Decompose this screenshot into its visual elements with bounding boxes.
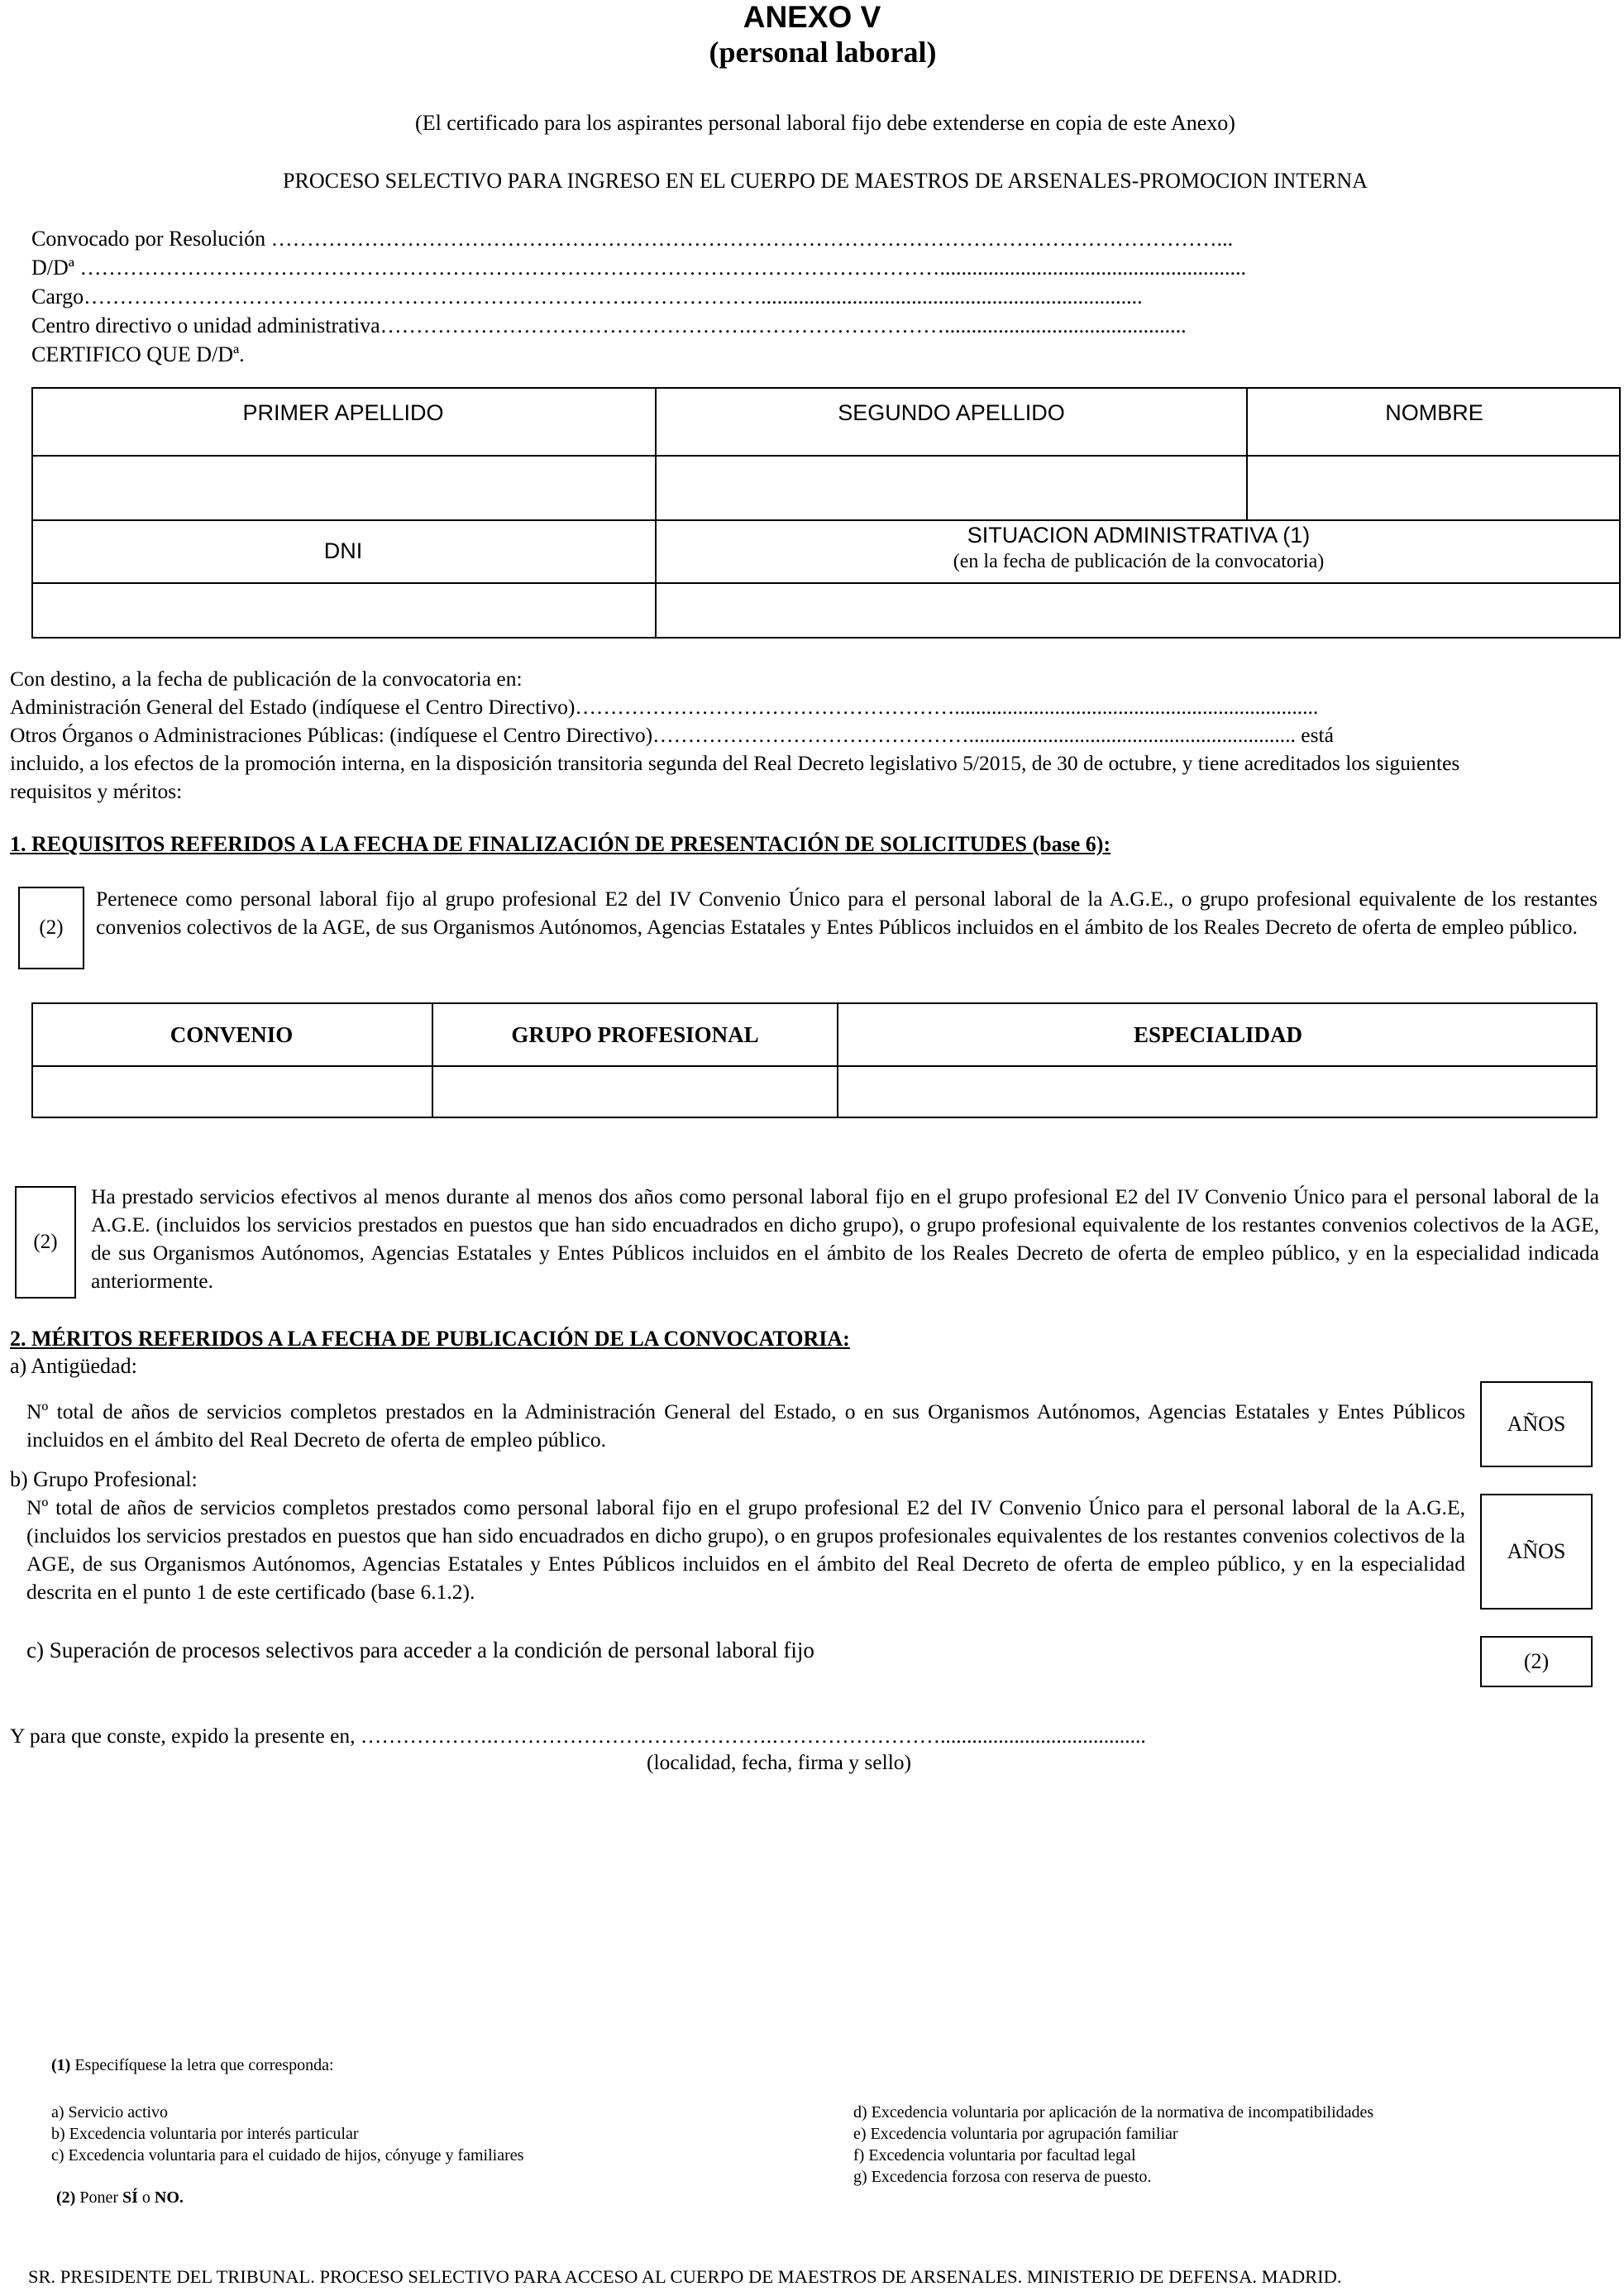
header-grupo-profesional: GRUPO PROFESIONAL [511, 1022, 759, 1047]
field-convocado[interactable]: Convocado por Resolución ……………………………………………………………………………………………………………………... [31, 227, 1234, 251]
checkbox-req2[interactable]: (2) [15, 1186, 76, 1299]
destino-line-5: requisitos y méritos: [10, 779, 183, 803]
merit-b-text: Nº total de años de servicios completos prestados como personal laboral fijo en el grupo profesional E2 del IV Convenio Único para el personal laboral de la A.G.E, (incluidos los servicios prestados en puestos que han sido encuadrados en dicho grupo), o en grupos profesionales equivalentes de los restantes convenios colectivos de la AGE, de sus Organismos Autónomos, Agencias Estatales y Entes Públicos incluidos en el ámbito del Real Decreto de oferta de empleo público, y en la especialidad descrita en el punto 1 de este certificado (base 6.1.2). [26, 1495, 1465, 1604]
merit-a-label: a) Antigüedad: [10, 1354, 137, 1378]
input-segundo-apellido[interactable] [657, 457, 1246, 519]
footnote-2-si: SÍ [122, 2188, 138, 2207]
destino-age[interactable]: Administración General del Estado (indíquese el Centro Directivo)………………………………………………..................................................................... [10, 695, 1319, 719]
bottom-addressee: SR. PRESIDENTE DEL TRIBUNAL. PROCESO SELECTIVO PARA ACCESO AL CUERPO DE MAESTROS DE ARSENALES. MINISTERIO DE DEFENSA. MADRID. [28, 2266, 1342, 2287]
header-segundo-apellido: SEGUNDO APELLIDO [838, 400, 1065, 425]
input-convenio[interactable] [33, 1067, 432, 1117]
merit-a-text: Nº total de años de servicios completos prestados en la Administración General del Estado, o en sus Organismos Autónomos, Agencias Estatales y Entes Públicos incluidos en el ámbito del Real Decreto de oferta de empleo público. [26, 1399, 1465, 1452]
destino-line-1: Con destino, a la fecha de publicación de la convocatoria en: [10, 667, 523, 691]
input-especialidad[interactable] [838, 1067, 1596, 1117]
process-title: PROCESO SELECTIVO PARA INGRESO EN EL CUERPO DE MAESTROS DE ARSENALES-PROMOCION INTERNA [283, 169, 1368, 193]
header-dni: DNI [323, 538, 363, 563]
footnote-right-f: f) Excedencia voluntaria por facultad legal [853, 2146, 1136, 2164]
header-convenio: CONVENIO [170, 1022, 294, 1047]
footnote-2 [56, 2187, 184, 2209]
footnote-right-g: g) Excedencia forzosa con reserva de puesto. [853, 2168, 1152, 2186]
input-nombre[interactable] [1248, 457, 1619, 519]
footnote-left-c: c) Excedencia voluntaria para el cuidado de hijos, cónyuge y familiares [51, 2146, 524, 2164]
footnote-left-b: b) Excedencia voluntaria por interés particular [51, 2125, 359, 2143]
checkbox-req1[interactable]: (2) [18, 887, 84, 969]
table-divider [31, 519, 1621, 521]
merit-b-label: b) Grupo Profesional: [10, 1467, 198, 1491]
header-nombre: NOMBRE [1385, 400, 1483, 425]
footnote-2-text: Poner [75, 2188, 122, 2207]
footnote-2-o: o [137, 2188, 155, 2207]
header-situacion-sub: (en la fecha de publicación de la convocatoria) [953, 551, 1325, 572]
header-primer-apellido: PRIMER APELLIDO [242, 400, 444, 425]
input-grupo-profesional[interactable] [433, 1067, 837, 1117]
section-1-heading: 1. REQUISITOS REFERIDOS A LA FECHA DE FINALIZACIÓN DE PRESENTACIÓN DE SOLICITUDES (base 6): [10, 832, 1111, 856]
footnote-1-mark: (1) [51, 2056, 71, 2074]
grupo-years-box[interactable]: AÑOS [1480, 1494, 1593, 1610]
header-situacion: SITUACION ADMINISTRATIVA (1) [967, 523, 1311, 548]
field-cargo[interactable]: Cargo………………………………….……………………………….………………....................................................................... [31, 285, 1143, 309]
destino-line-4: incluido, a los efectos de la promoción interna, en la disposición transitoria segunda del Real Decreto legislativo 5/2015, de 30 de octubre, y tiene acreditados los siguientes [10, 751, 1460, 775]
document-subtitle: (personal laboral) [709, 36, 937, 69]
document-title: ANEXO V [743, 0, 881, 34]
merit-c-text: c) Superación de procesos selectivos para acceder a la condición de personal laboral fijo [26, 1638, 814, 1662]
footnote-1-text: Especifíquese la letra que corresponda: [70, 2056, 334, 2074]
field-dd[interactable]: D/Dª …………………………………………………………………………………………………………......................................................... [31, 256, 1246, 280]
field-centro[interactable]: Centro directivo o unidad administrativa…………………………………………….………………………............................................. [31, 313, 1187, 337]
input-primer-apellido[interactable] [33, 457, 655, 519]
antiguedad-years-box[interactable]: AÑOS [1480, 1381, 1593, 1467]
footnote-right-d: d) Excedencia voluntaria por aplicación de la normativa de incompatibilidades [853, 2103, 1374, 2121]
footnote-2-mark: (2) [56, 2188, 76, 2207]
requirement-1-text: Pertenece como personal laboral fijo al grupo profesional E2 del IV Convenio Único para el personal laboral de la A.G.E., o grupo profesional equivalente de los restantes convenios colectivos de la AGE, de sus Organismos Autónomos, Agencias Estatales y Entes Públicos incluidos en el ámbito de los Reales Decreto de oferta de empleo público. [96, 887, 1598, 939]
closing-line[interactable]: Y para que conste, expido la presente en, ……………….………………………………….……………………....................................... [10, 1724, 1146, 1748]
checkbox-merit-c[interactable]: (2) [1480, 1636, 1593, 1687]
section-2-heading: 2. MÉRITOS REFERIDOS A LA FECHA DE PUBLICACIÓN DE LA CONVOCATORIA: [10, 1327, 850, 1351]
closing-sub: (localidad, fecha, firma y sello) [647, 1750, 912, 1774]
footnote-1 [51, 2054, 334, 2077]
footnote-2-no: NO. [154, 2188, 184, 2207]
header-note: (El certificado para los aspirantes personal laboral fijo debe extenderse en copia de este Anexo) [415, 111, 1235, 135]
certifico-label: CERTIFICO QUE D/Dª. [31, 342, 245, 366]
footnote-right-e: e) Excedencia voluntaria por agrupación familiar [853, 2125, 1178, 2143]
destino-otros[interactable]: Otros Órganos o Administraciones Públicas: (indíquese el Centro Directivo)……………………………………….............................................................. está [10, 723, 1334, 747]
input-dni[interactable] [33, 584, 655, 637]
header-especialidad: ESPECIALIDAD [1133, 1022, 1303, 1047]
requirement-2-text: Ha prestado servicios efectivos al menos durante al menos dos años como personal laboral fijo en el grupo profesional E2 del IV Convenio Único para el personal laboral de la A.G.E. (incluidos los servicios prestados en puestos que han sido encuadrados en dicho grupo), o grupo profesional equivalente de los restantes convenios colectivos de la AGE, de sus Organismos Autónomos, Agencias Estatales y Entes Públicos incluidos en el ámbito de los Reales Decreto de oferta de empleo público, y en la especialidad indicada anteriormente. [91, 1184, 1599, 1293]
input-situacion[interactable] [657, 584, 1619, 637]
footnote-left-a: a) Servicio activo [51, 2103, 169, 2121]
